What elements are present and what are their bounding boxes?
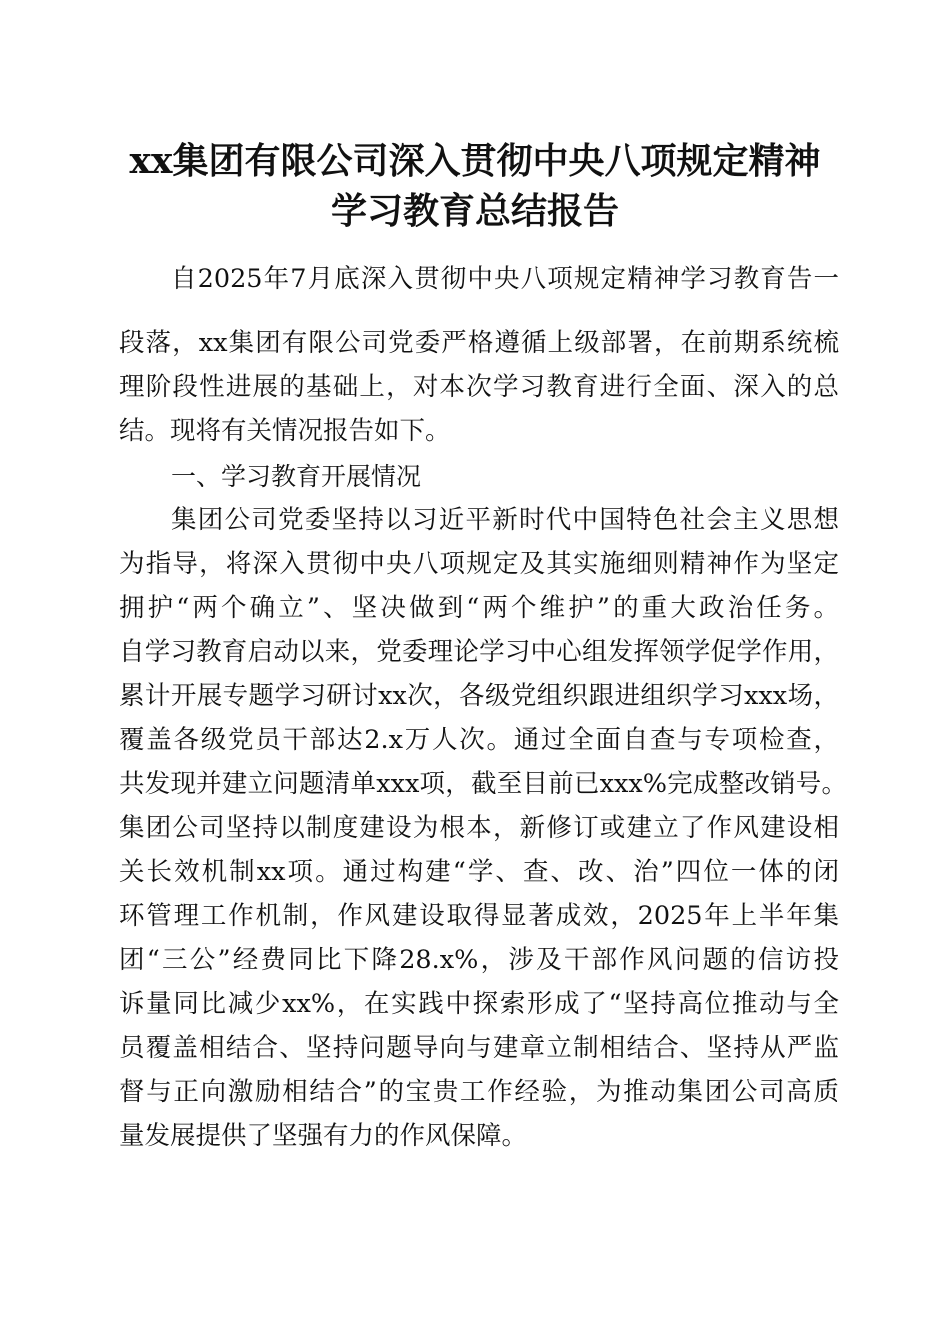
body-line: 拥护“两个确立”、坚决做到“两个维护”的重大政治任务。 [119, 593, 839, 623]
intro-line: 段落，xx集团有限公司党委严格遵循上级部署，在前期系统梳 [119, 328, 839, 358]
body-line: 量发展提供了坚强有力的作风保障。 [119, 1121, 528, 1151]
intro-line: 理阶段性进展的基础上，对本次学习教育进行全面、深入的总 [119, 372, 839, 402]
body-line: 员覆盖相结合、坚持问题导向与建章立制相结合、坚持从严监 [119, 1033, 839, 1063]
body-line: 为指导，将深入贯彻中央八项规定及其实施细则精神作为坚定 [119, 549, 839, 579]
document-title-line-2: 学习教育总结报告 [330, 190, 619, 232]
body-line: 关长效机制xx项。通过构建“学、查、改、治”四位一体的闭 [119, 857, 839, 887]
intro-line: 自2025年7月底深入贯彻中央八项规定精神学习教育告一 [171, 264, 839, 294]
document-title-line-1: xx集团有限公司深入贯彻中央八项规定精神 [129, 140, 821, 182]
body-line: 诉量同比减少xx%，在实践中探索形成了“坚持高位推动与全 [119, 989, 839, 1019]
body-line: 覆盖各级党员干部达2.x万人次。通过全面自查与专项检查， [119, 725, 839, 755]
intro-line: 结。现将有关情况报告如下。 [119, 416, 451, 446]
body-line: 集团公司党委坚持以习近平新时代中国特色社会主义思想 [171, 505, 839, 535]
body-line: 累计开展专题学习研讨xx次，各级党组织跟进组织学习xxx场， [119, 681, 839, 711]
section-1-heading: 一、学习教育开展情况 [171, 462, 422, 491]
body-line: 团“三公”经费同比下降28.x%，涉及干部作风问题的信访投 [119, 945, 839, 975]
body-line: 环管理工作机制，作风建设取得显著成效，2025年上半年集 [119, 901, 839, 931]
body-line: 自学习教育启动以来，党委理论学习中心组发挥领学促学作用， [119, 637, 839, 667]
body-line: 集团公司坚持以制度建设为根本，新修订或建立了作风建设相 [119, 813, 839, 843]
body-line: 共发现并建立问题清单xxx项，截至目前已xxx%完成整改销号。 [119, 769, 847, 799]
body-line: 督与正向激励相结合”的宝贵工作经验，为推动集团公司高质 [119, 1077, 839, 1107]
